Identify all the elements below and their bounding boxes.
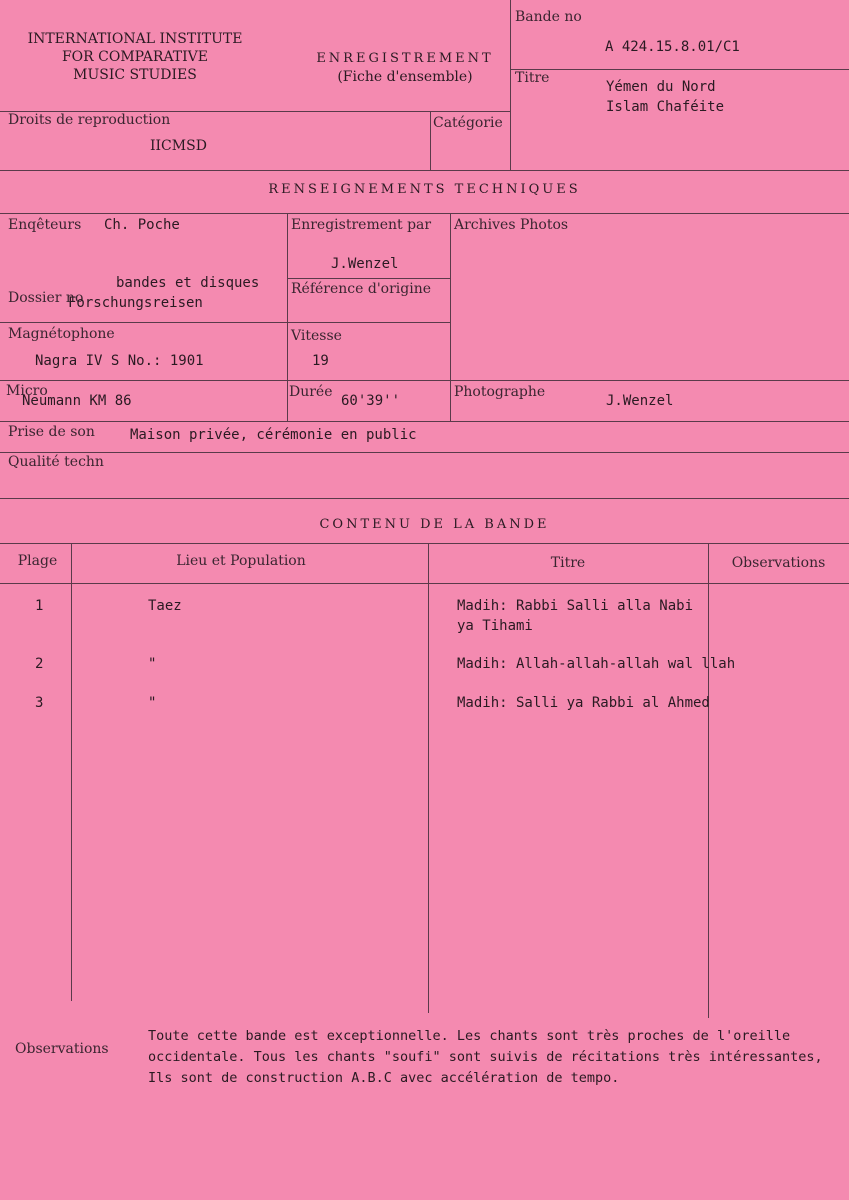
droits-label: Droits de reproduction bbox=[8, 112, 171, 128]
row-titre-line: Madih: Salli ya Rabbi al Ahmed bbox=[457, 695, 710, 711]
divider bbox=[0, 452, 849, 453]
row-titre-line: ya Tihami bbox=[457, 618, 533, 634]
row-titre-line: Madih: Allah-allah-allah wal llah bbox=[457, 656, 736, 672]
micro-label: Micro bbox=[6, 383, 48, 399]
bande-value: A 424.15.8.01/C1 bbox=[605, 39, 740, 55]
prise-label: Prise de son bbox=[8, 424, 95, 440]
categorie-label: Catégorie bbox=[433, 115, 503, 131]
dossier-label: Dossier no bbox=[8, 290, 84, 306]
qualite-label: Qualité techn bbox=[8, 454, 104, 470]
vitesse-label: Vitesse bbox=[291, 328, 342, 344]
titre-line: Islam Chaféite bbox=[606, 99, 725, 115]
dossier-value-line: Forschungsreisen bbox=[68, 295, 203, 311]
institute-line: FOR COMPARATIVE bbox=[61, 49, 209, 65]
row-plage: 1 bbox=[35, 598, 44, 614]
row-lieu: Taez bbox=[148, 598, 182, 614]
reference-label: Référence d'origine bbox=[291, 281, 432, 297]
divider bbox=[0, 543, 849, 544]
column-header-plage: Plage bbox=[17, 553, 58, 569]
divider bbox=[510, 0, 511, 170]
column-header-titre: Titre bbox=[550, 555, 586, 571]
divider bbox=[287, 278, 450, 279]
titre-line: Yémen du Nord bbox=[606, 79, 716, 95]
divider bbox=[450, 213, 451, 421]
enqueteurs-value: Ch. Poche bbox=[104, 217, 180, 233]
column-header-lieu: Lieu et Population bbox=[176, 553, 306, 569]
observations-line: Ils sont de construction A.B.C avec accélération de tempo. bbox=[148, 1070, 620, 1086]
titre-label: Titre bbox=[515, 70, 550, 86]
enqueteurs-label: Enqêteurs bbox=[8, 217, 82, 233]
divider bbox=[510, 69, 849, 70]
contents-heading: CONTENU DE LA BANDE bbox=[319, 517, 550, 532]
enregistrement-label: Enregistrement par bbox=[291, 217, 432, 233]
institute-line: MUSIC STUDIES bbox=[73, 67, 197, 83]
row-lieu: " bbox=[148, 695, 157, 711]
photographe-value: J.Wenzel bbox=[606, 393, 674, 409]
technical-heading: RENSEIGNEMENTS TECHNIQUES bbox=[268, 182, 581, 197]
duree-value: 60'39'' bbox=[341, 393, 401, 409]
row-plage: 3 bbox=[35, 695, 44, 711]
dossier-value-line: bandes et disques bbox=[116, 275, 260, 291]
observations-line: occidentale. Tous les chants "soufi" sont suivis de récitations très intéressantes, bbox=[148, 1049, 823, 1065]
duree-label: Durée bbox=[289, 384, 333, 400]
divider bbox=[430, 111, 431, 170]
divider bbox=[0, 380, 849, 381]
photographe-label: Photographe bbox=[454, 384, 546, 400]
divider bbox=[0, 213, 849, 214]
form-subtitle: (Fiche d'ensemble) bbox=[337, 69, 473, 85]
observations-line: Toute cette bande est exceptionnelle. Les chants sont très proches de l'oreille bbox=[148, 1028, 791, 1044]
form-title: ENREGISTREMENT bbox=[316, 51, 494, 66]
divider bbox=[0, 170, 849, 171]
row-plage: 2 bbox=[35, 656, 44, 672]
row-lieu: " bbox=[148, 656, 157, 672]
magnetophone-value: Nagra IV S No.: 1901 bbox=[35, 353, 204, 369]
row-titre-line: Madih: Rabbi Salli alla Nabi bbox=[457, 598, 694, 614]
divider bbox=[0, 498, 849, 499]
observations-label: Observations bbox=[15, 1041, 109, 1057]
divider bbox=[428, 543, 429, 1013]
divider bbox=[0, 421, 849, 422]
divider bbox=[71, 543, 72, 1001]
institute-line: INTERNATIONAL INSTITUTE bbox=[27, 31, 243, 47]
institute-name bbox=[0, 30, 270, 84]
magnetophone-label: Magnétophone bbox=[8, 326, 115, 342]
archives-label: Archives Photos bbox=[454, 217, 569, 233]
micro-value: Neumann KM 86 bbox=[22, 393, 132, 409]
column-header-observations: Observations bbox=[731, 555, 826, 571]
enregistrement-value: J.Wenzel bbox=[331, 256, 399, 272]
divider bbox=[708, 543, 709, 1018]
prise-value: Maison privée, cérémonie en public bbox=[130, 427, 417, 443]
divider bbox=[287, 213, 288, 421]
divider bbox=[0, 322, 450, 323]
vitesse-value: 19 bbox=[312, 353, 329, 369]
droits-value: IICMSD bbox=[150, 138, 207, 154]
bande-label: Bande no bbox=[515, 9, 582, 25]
divider bbox=[0, 583, 849, 584]
